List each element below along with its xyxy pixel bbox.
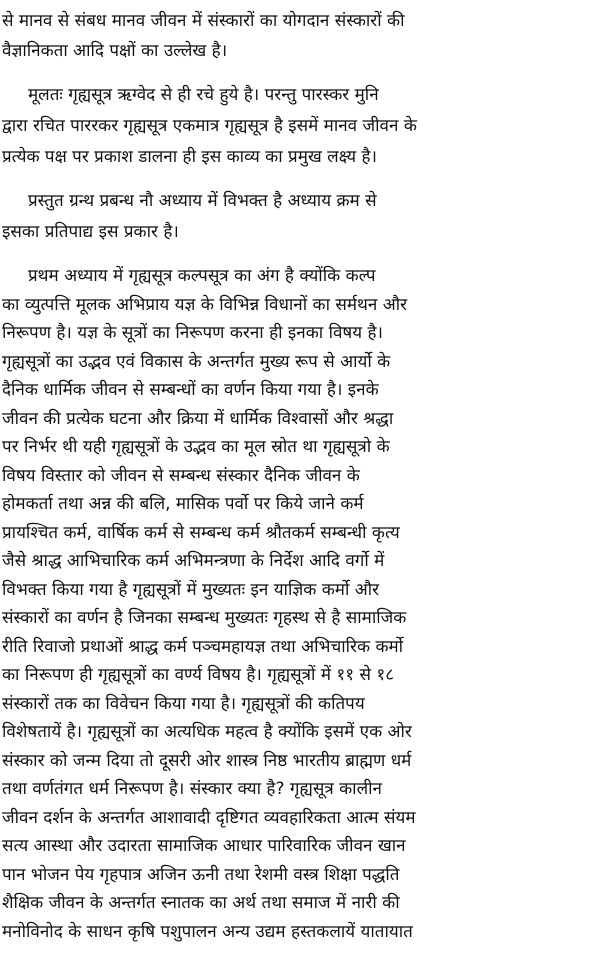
text-line: विभक्त किया गया है गृह्यसूत्रों में मुख्यतः इन याज्ञिक कर्मो और — [2, 580, 380, 600]
text-line: जीवन दर्शन के अन्तर्गत आशावादी दृष्टिगत व्यवहारिकता आत्म संयम — [2, 808, 416, 828]
text-line: तथा वर्णतंगत धर्म निरूपण है। संस्कार क्या है? गृह्यसूत्र कालीन — [2, 779, 382, 799]
text-line: प्रत्येक पक्ष पर प्रकाश डालना ही इस काव्य का प्रमुख लक्ष्य है। — [2, 147, 377, 167]
text-line: रीति रिवाजो प्रथाओं श्राद्ध कर्म पञ्चमहायज्ञ तथा अभिचारिक कर्मो — [2, 637, 404, 657]
text-line: संस्कारों तक का विवेचन किया गया है। गृह्यसूत्रों की कतिपय — [2, 694, 365, 714]
text-line: से मानव से संबध मानव जीवन में संस्कारों का योगदान संस्कारों की — [2, 11, 405, 31]
text-line: निरूपण है। यज्ञ के सूत्रों का निरूपण करना ही इनका विषय है। — [2, 323, 383, 343]
text-line: गृह्यसूत्रों का उद्भव एवं विकास के अन्तर्गत मुख्य रूप से आर्यो के — [2, 352, 391, 372]
text-line: मनोविनोद के साधन कृषि पशुपालन अन्य उद्यम हस्तकलायें यातायात — [2, 922, 413, 942]
text-line: का निरूपण ही गृह्यसूत्रों का वर्ण्य विषय है। गृह्यसूत्रों में ११ से १८ — [2, 665, 395, 685]
text-line: संस्कार को जन्म दिया तो दूसरी ओर शास्त्र निष्ठ भारतीय ब्राह्मण धर्म — [2, 751, 412, 771]
text-line: दैनिक धार्मिक जीवन से सम्बन्धों का वर्णन किया गया है। इनके — [2, 380, 379, 400]
text-line: प्रायश्चित कर्म, वार्षिक कर्म से सम्बन्ध कर्म श्रौतकर्म सम्बन्धी कृत्य — [2, 523, 400, 543]
text-line: विशेषतायें है। गृह्यसूत्रों का अत्यधिक महत्व है क्योंकि इसमें एक ओर — [2, 722, 412, 742]
text-line: पर निर्भर थी यही गृह्यसूत्रों के उद्भव का मूल स्रोत था गृह्यसूत्रो के — [2, 437, 390, 457]
text-line: संस्कारों का वर्णन है जिनका सम्बन्ध मुख्यतः गृहस्थ से है सामाजिक — [2, 608, 407, 628]
text-line: होमकर्ता तथा अन्न की बलि, मासिक पर्वो पर किये जाने कर्म — [2, 494, 364, 514]
text-line: जैसे श्राद्ध आभिचारिक कर्म अभिमन्त्रणा के निर्देश आदि वर्गो में — [2, 551, 385, 571]
text-line: द्वारा रचित पाररकर गृह्यसूत्र एकमात्र गृह्यसूत्र है इसमें मानव जीवन के — [2, 116, 417, 136]
text-line: इसका प्रतिपाद्य इस प्रकार है। — [2, 222, 179, 242]
text-line: मूलतः गृह्यसूत्र ऋग्वेद से ही रचे हुये है। परन्तु पारस्कर मुनि — [28, 85, 379, 105]
text-line: वैज्ञानिकता आदि पक्षों का उल्लेख है। — [2, 41, 228, 61]
text-line: विषय विस्तार को जीवन से सम्बन्ध संस्कार दैनिक जीवन के — [2, 466, 360, 486]
text-line: जीवन की प्रत्येक घटना और क्रिया में धार्मिक विश्वासों और श्रद्धा — [2, 409, 394, 429]
text-line: प्रस्तुत ग्रन्थ प्रबन्ध नौ अध्याय में विभक्त है अध्याय क्रम से — [28, 191, 377, 211]
text-line: सत्य आस्था और उदारता सामाजिक आधार पारिवारिक जीवन खान — [2, 836, 406, 856]
text-line: शैक्षिक जीवन के अन्तर्गत स्नातक का अर्थ तथा समाज में नारी की — [2, 893, 400, 913]
text-line: पान भोजन पेय गृहपात्र अजिन ऊनी तथा रेशमी वस्त्र शिक्षा पद्धति — [2, 865, 400, 885]
text-line: का व्युत्पत्ति मूलक अभिप्राय यज्ञ के विभिन्न विधानों का सर्मथन और — [2, 295, 408, 315]
text-line: प्रथम अध्याय में गृह्यसूत्र कल्पसूत्र का अंग है क्योंकि कल्प — [28, 266, 376, 286]
